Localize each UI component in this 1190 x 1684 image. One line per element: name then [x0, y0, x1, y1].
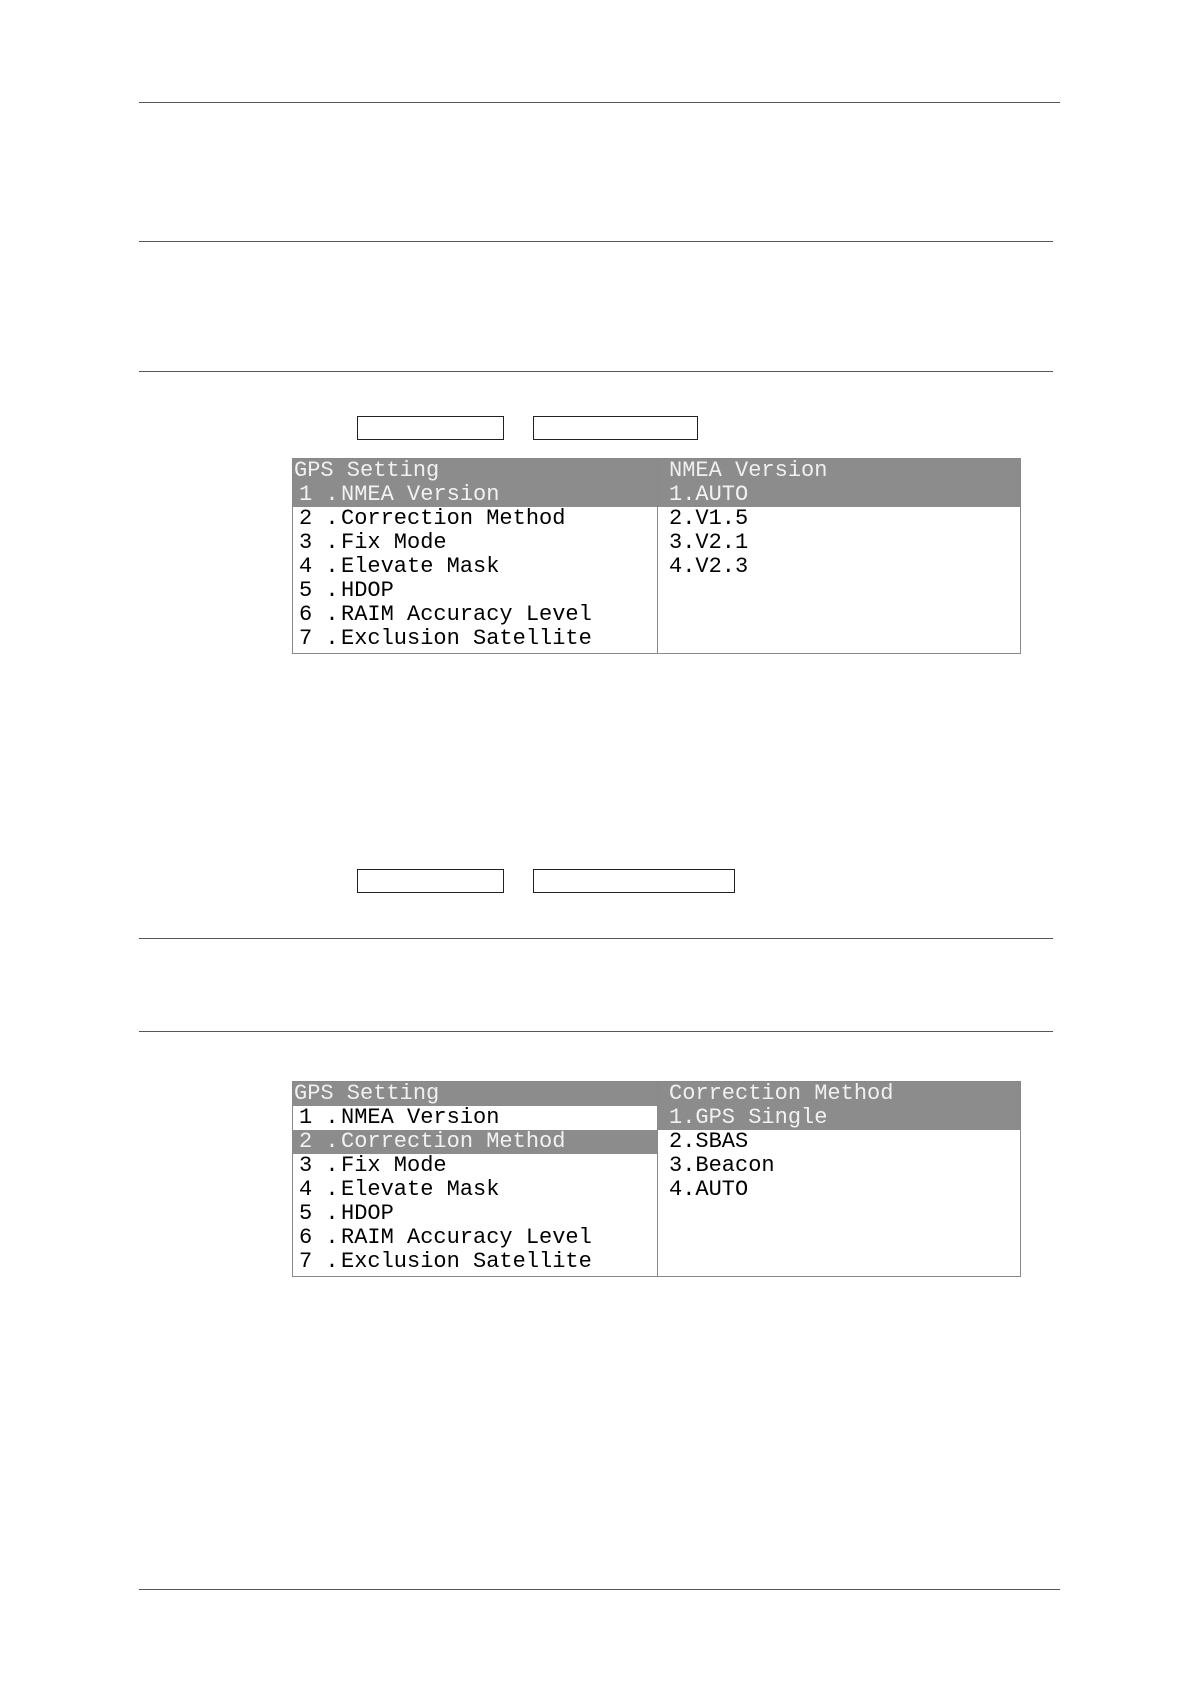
section-rule: [139, 938, 1053, 939]
menu-item-number: 6 .: [299, 602, 339, 627]
menu-item[interactable]: [293, 483, 657, 507]
option-item[interactable]: 3.V2.1: [669, 530, 749, 555]
option-item[interactable]: 3.Beacon: [669, 1153, 775, 1178]
option-item[interactable]: 4.AUTO: [669, 1177, 749, 1202]
menu-item-number: 4 .: [299, 554, 339, 579]
menu-item-number: 3 .: [299, 1153, 339, 1178]
option-list: [658, 1082, 1020, 1202]
menu-item-label: Fix Mode: [341, 530, 447, 555]
menu-item[interactable]: [293, 1130, 657, 1154]
menu-item-list: [293, 459, 657, 651]
menu-item-number: 1 .: [299, 482, 339, 507]
gps-setting-menu-correction: [292, 1081, 1021, 1277]
menu-title: GPS Setting: [294, 458, 440, 483]
menu-item[interactable]: [293, 1226, 657, 1250]
menu-item-label: Elevate Mask: [341, 554, 500, 579]
menu-item-label: RAIM Accuracy Level: [341, 1225, 592, 1250]
menu-item[interactable]: [293, 627, 657, 651]
menu-item-number: 5 .: [299, 1201, 339, 1226]
option-item[interactable]: 1.AUTO: [658, 483, 1020, 507]
menu-item-label: Exclusion Satellite: [341, 626, 592, 651]
menu-item-label: Elevate Mask: [341, 1177, 500, 1202]
section-rule: [139, 1031, 1053, 1032]
bottom-rule: [139, 1589, 1060, 1590]
option-item[interactable]: 2.SBAS: [669, 1129, 749, 1154]
menu-item[interactable]: [293, 507, 657, 531]
menu-item-number: 7 .: [299, 626, 339, 651]
menu-item-label: Fix Mode: [341, 1153, 447, 1178]
menu-item[interactable]: [293, 603, 657, 627]
section-rule: [139, 371, 1053, 372]
menu-item[interactable]: [293, 579, 657, 603]
menu-item-number: 7 .: [299, 1249, 339, 1274]
menu-item-number: 2 .: [299, 1129, 339, 1154]
menu-item-number: 6 .: [299, 1225, 339, 1250]
option-item[interactable]: 2.V1.5: [669, 506, 749, 531]
menu-item-list: [293, 1082, 657, 1274]
menu-item-label: HDOP: [341, 578, 394, 603]
section-rule: [139, 241, 1053, 242]
menu-item-label: HDOP: [341, 1201, 394, 1226]
key-box: [357, 869, 504, 893]
menu-item[interactable]: [293, 1154, 657, 1178]
option-item[interactable]: 1.GPS Single: [658, 1106, 1020, 1130]
menu-item-label: RAIM Accuracy Level: [341, 602, 592, 627]
menu-item[interactable]: [293, 1250, 657, 1274]
option-item[interactable]: 4.V2.3: [669, 554, 749, 579]
menu-item-number: 3 .: [299, 530, 339, 555]
menu-item[interactable]: [293, 1178, 657, 1202]
submenu-title: NMEA Version: [669, 458, 828, 483]
top-rule: [139, 102, 1060, 103]
menu-item-number: 5 .: [299, 578, 339, 603]
key-box: [533, 416, 698, 440]
key-box: [357, 416, 504, 440]
key-box: [533, 869, 735, 893]
menu-item-label: Correction Method: [341, 506, 566, 531]
menu-item-label: Correction Method: [341, 1129, 566, 1154]
submenu-title: Correction Method: [669, 1081, 894, 1106]
menu-item[interactable]: [293, 555, 657, 579]
menu-item[interactable]: [293, 1106, 657, 1130]
option-list: [658, 459, 1020, 579]
menu-item-label: NMEA Version: [341, 482, 500, 507]
menu-item-number: 1 .: [299, 1105, 339, 1130]
menu-item-number: 4 .: [299, 1177, 339, 1202]
menu-item-label: Exclusion Satellite: [341, 1249, 592, 1274]
menu-item-label: NMEA Version: [341, 1105, 500, 1130]
menu-item-number: 2 .: [299, 506, 339, 531]
menu-title: GPS Setting: [294, 1081, 440, 1106]
gps-setting-menu-nmea: [292, 458, 1021, 654]
menu-item[interactable]: [293, 1202, 657, 1226]
menu-item[interactable]: [293, 531, 657, 555]
